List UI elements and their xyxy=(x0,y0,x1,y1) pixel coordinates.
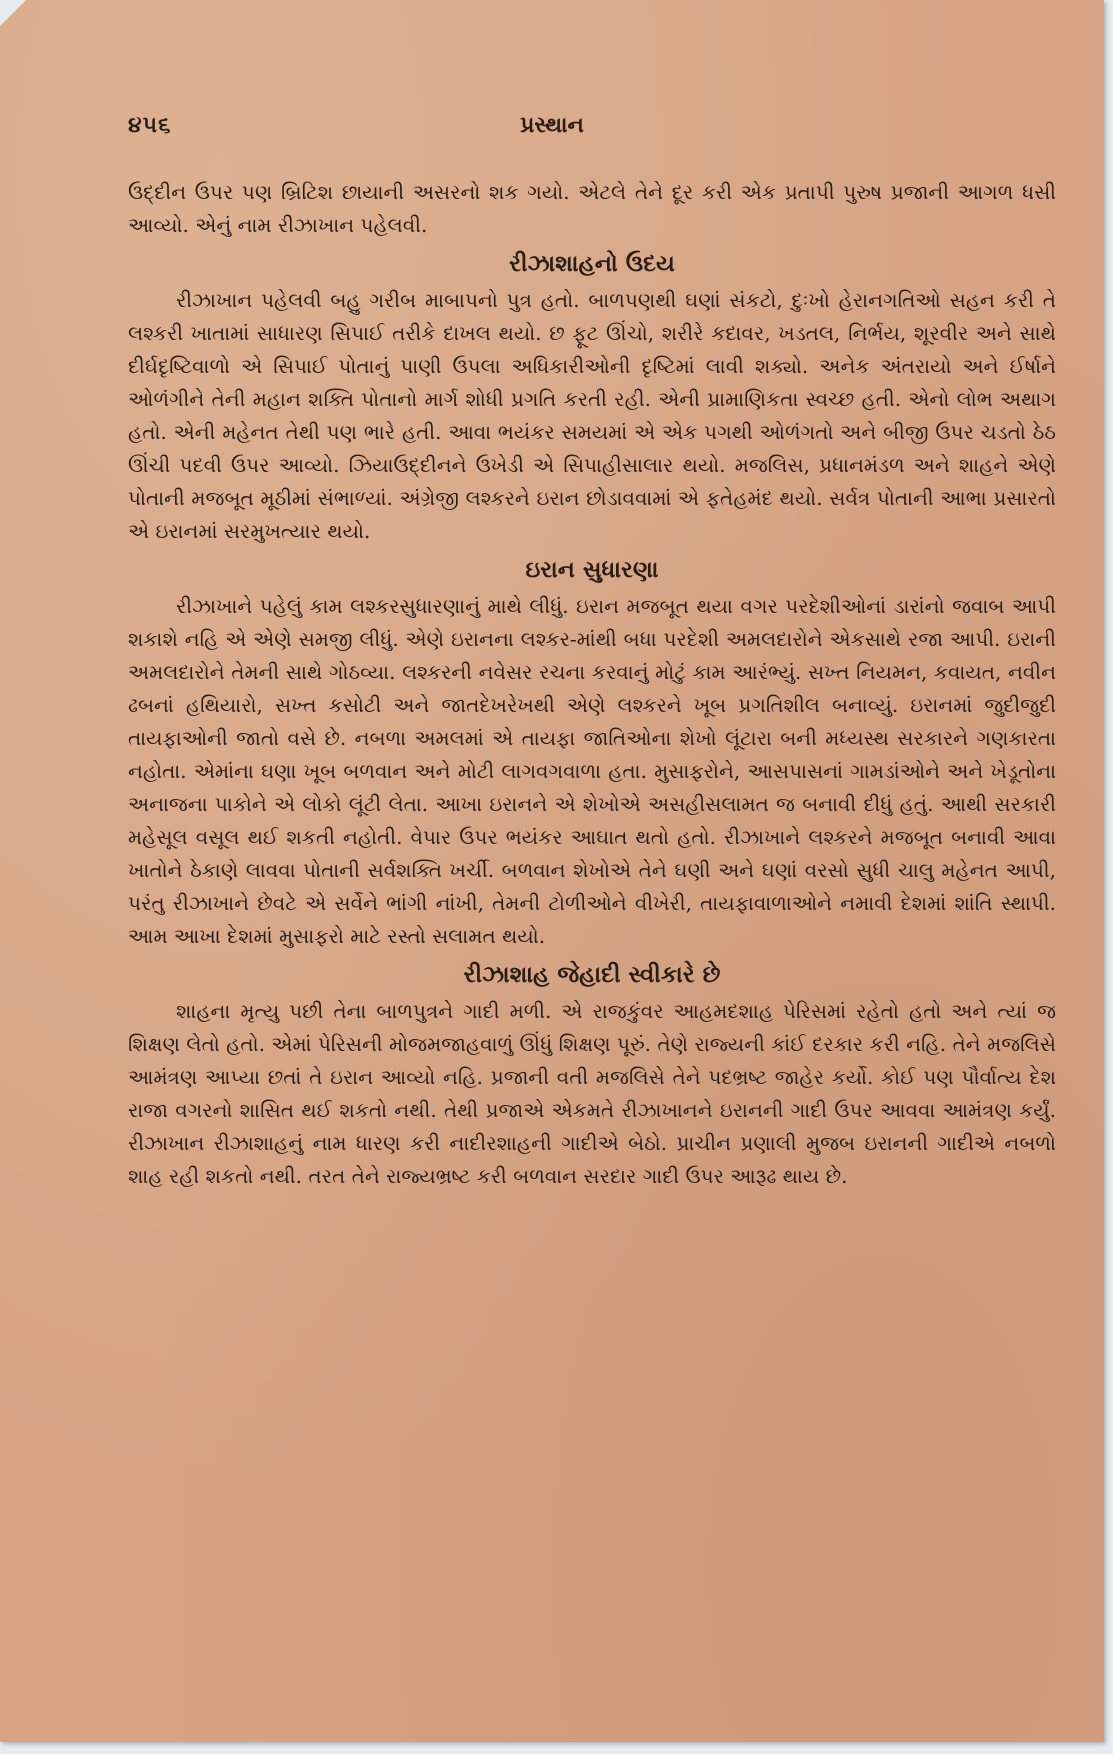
body-text xyxy=(128,176,1056,1193)
section-heading: રીઝાશાહ જેહાદી સ્વીકારે છે xyxy=(463,961,721,988)
section-paragraph: રીઝાખાન પહેલવી બહુ ગરીબ માબાપનો પુત્ર હતો. બાળપણથી ઘણાં સંકટો, દુઃખો હેરાનગતિઓ સહન કરી તે લશ્કરી ખાતામાં સાધારણ સિપાઈ તરીકે દાખલ થયો. છ ફૂટ ઊંચો, શરીરે કદાવર, ખડતલ, નિર્ભય, શૂરવીર અને સાથે દીર્ઘદૃષ્ટિવાળો એ સિપાઈ પોતાનું પાણી ઉપલા અધિકારીઓની દૃષ્ટિમાં લાવી શક્યો. અનેક અંતરાયો અને ઈર્ષાને ઓળંગીને તેની મહાન શક્તિ પોતાનો માર્ગ શોધી પ્રગતિ કરતી રહી. એની પ્રામાણિકતા સ્વચ્છ હતી. એનો લોભ અથાગ હતો. એની મહેનત તેથી પણ ભારે હતી. આવા ભયંકર સમયમાં એ એક પગથી ઓળંગતો અને બીજી ઉપર ચડતો ઠેઠ ઊંચી પદવી ઉપર આવ્યો. ઝિયાઉદ્દીનને ઉખેડી એ સિપાહીસાલાર થયો. મજલિસ, પ્રધાનમંડળ અને શાહને એણે પોતાની મજબૂત મૂઠીમાં સંભાળ્યાં. અંગ્રેજી લશ્કરને ઇરાન છોડાવવામાં એ ફતેહમંદ થયો. સર્વત્ર પોતાની આભા પ્રસારતો એ ઇરાનમાં સરમુખત્યાર થયો. xyxy=(128,288,1056,543)
section-heading: રીઝાશાહનો ઉદય xyxy=(509,250,675,277)
running-title: પ્રસ્થાન xyxy=(520,112,584,138)
section-paragraph: શાહના મૃત્યુ પછી તેના બાળપુત્રને ગાદી મળી. એ રાજકુંવર આહમદશાહ પેરિસમાં રહેતો હતો અને ત્યાં જ શિક્ષણ લેતો હતો. એમાં પેરિસની મોજમજાહવાળું ઊંધું શિક્ષણ પૂરું. તેણે રાજ્યની કાંઈ દરકાર કરી નહિ. તેને મજલિસે આમંત્રણ આપ્યા છતાં તે ઇરાન આવ્યો નહિ. પ્રજાની વતી મજલિસે તેને પદભ્રષ્ટ જાહેર કર્યો. કોઈ પણ પૌર્વાત્ય દેશ રાજા વગરનો શાસિત થઈ શકતો નથી. તેથી પ્રજાએ એકમતે રીઝાખાનને ઇરાનની ગાદી ઉપર આવવા આમંત્રણ કર્યું. રીઝાખાન રીઝાશાહનું નામ ધારણ કરી નાદીરશાહની ગાદીએ બેઠો. પ્રાચીન પ્રણાલી મુજબ ઇરાનની ગાદીએ નબળો શાહ રહી શકતો નથી. તરત તેને રાજ્યભ્રષ્ટ કરી બળવાન સરદાર ગાદી ઉપર આરૂઢ થાય છે. xyxy=(128,999,1056,1188)
intro-paragraph: ઉદ્દીન ઉપર પણ બ્રિટિશ છાયાની અસરનો શક ગયો. એટલે તેને દૂર કરી એક પ્રતાપી પુરુષ પ્રજાની આગળ ધસી આવ્યો. એનું નામ રીઝાખાન પહેલવી. xyxy=(128,180,1056,237)
section-heading: ઇરાન સુધારણા xyxy=(525,556,659,583)
page-header xyxy=(0,112,1104,152)
page-number: ૪૫૬ xyxy=(128,112,172,138)
section-paragraph: રીઝાખાને પહેલું કામ લશ્કરસુધારણાનું માથે લીધું. ઇરાન મજબૂત થયા વગર પરદેશીઓનાં ડારાંનો જવાબ આપી શકાશે નહિ એ એણે સમજી લીધું. એણે ઇરાનના લશ્કર-માંથી બધા પરદેશી અમલદારોને એકસાથે રજા આપી. ઇરાની અમલદારોને તેમની સાથે ગોઠવ્યા. લશ્કરની નવેસર રચના કરવાનું મોટું કામ આરંભ્યું. સખ્ત નિયમન, કવાયત, નવીન ઢબનાં હથિયારો, સખ્ત કસોટી અને જાતદેખરેખથી એણે લશ્કરને ખૂબ પ્રગતિશીલ બનાવ્યું. ઇરાનમાં જુદીજુદી તાયફાઓની જાતો વસે છે. નબળા અમલમાં એ તાયફા જાતિઓના શેખો લૂંટારા બની મધ્યસ્થ સરકારને ગણકારતા નહોતા. એમાંના ઘણા ખૂબ બળવાન અને મોટી લાગવગવાળા હતા. મુસાફરોને, આસપાસનાં ગામડાંઓને અને ખેડૂતોના અનાજના પાકોને એ લોકો લૂંટી લેતા. આખા ઇરાનને એ શેખોએ અસહીસલામત જ બનાવી દીધું હતું. આથી સરકારી મહેસૂલ વસૂલ થઈ શકતી નહોતી. વેપાર ઉપર ભયંકર આઘાત થતો હતો. રીઝાખાને લશ્કરને મજબૂત બનાવી આવા ખાતોને ઠેકાણે લાવવા પોતાની સર્વશક્તિ ખર્ચી. બળવાન શેખોએ તેને ઘણી અને ઘણાં વરસો સુધી ચાલુ મહેનત આપી, પરંતુ રીઝાખાને છેવટે એ સર્વેને ભાંગી નાંખી, તેમની ટોળીઓને વીખેરી, તાયફાવાળાઓને નમાવી દેશમાં શાંતિ સ્થાપી. આમ આખા દેશમાં મુસાફરો માટે રસ્તો સલામત થયો. xyxy=(128,594,1056,948)
page-corner-fold xyxy=(0,0,26,26)
